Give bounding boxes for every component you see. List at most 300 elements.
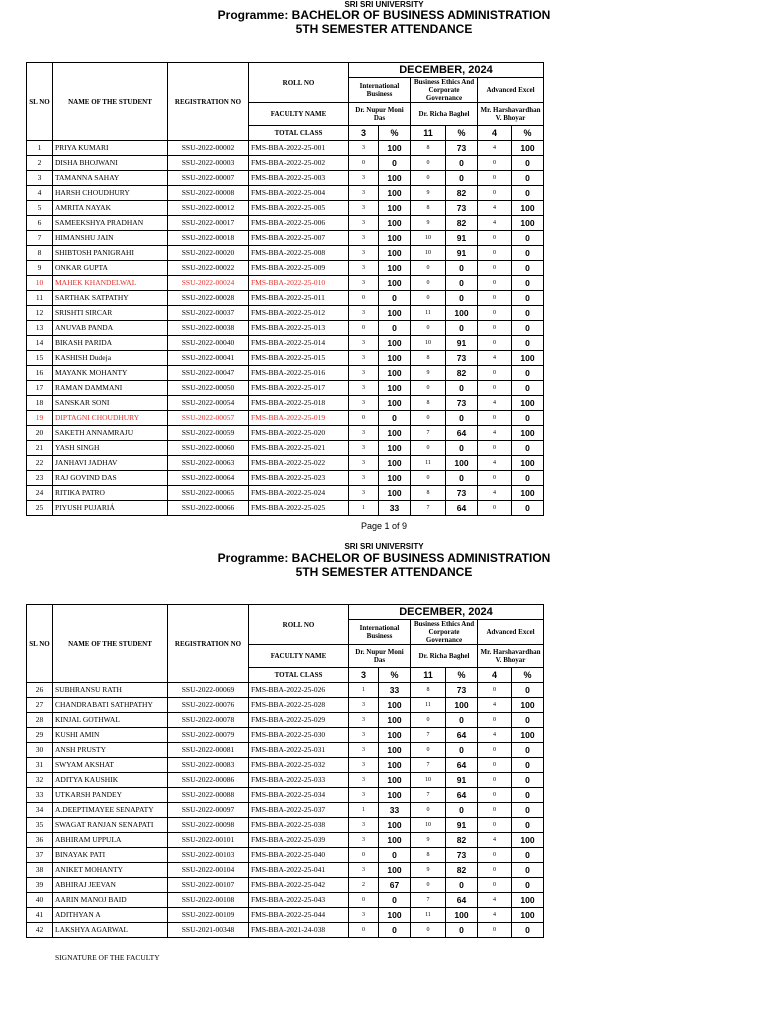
- attended-excel-cell: 0: [478, 366, 512, 381]
- roll-no-cell: FMS-BBA-2022-25-012: [249, 306, 349, 321]
- attended-ib-cell: 3: [349, 728, 379, 743]
- percent-ethics-cell: 73: [446, 396, 478, 411]
- percent-excel-cell: 0: [512, 381, 544, 396]
- percent-ib-cell: 67: [379, 878, 411, 893]
- header-registration: REGISTRATION NO: [168, 605, 249, 683]
- percent-ethics-cell: 0: [446, 171, 478, 186]
- sl-no-cell: 35: [27, 818, 53, 833]
- student-name-cell: A.DEEPTIMAYEE SENAPATY: [53, 803, 168, 818]
- attended-excel-cell: 0: [478, 381, 512, 396]
- roll-no-cell: FMS-BBA-2022-25-021: [249, 441, 349, 456]
- attended-excel-cell: 0: [478, 773, 512, 788]
- sl-no-cell: 18: [27, 396, 53, 411]
- header-sl-no: SL NO: [27, 63, 53, 141]
- roll-no-cell: FMS-BBA-2022-25-041: [249, 863, 349, 878]
- student-name-cell: DISHA BHOJWANI: [53, 156, 168, 171]
- sl-no-cell: 1: [27, 141, 53, 156]
- roll-no-cell: FMS-BBA-2022-25-004: [249, 186, 349, 201]
- attended-ethics-cell: 7: [411, 728, 446, 743]
- percent-ib-cell: 100: [379, 908, 411, 923]
- attended-excel-cell: 4: [478, 351, 512, 366]
- student-name-cell: SAKETH ANNAMRAJU: [53, 426, 168, 441]
- percent-ethics-cell: 0: [446, 743, 478, 758]
- attended-excel-cell: 0: [478, 246, 512, 261]
- percent-excel-cell: 0: [512, 803, 544, 818]
- registration-cell: SSU-2022-00038: [168, 321, 249, 336]
- attended-ib-cell: 3: [349, 863, 379, 878]
- registration-cell: SSU-2022-00050: [168, 381, 249, 396]
- percent-ib-cell: 100: [379, 381, 411, 396]
- sl-no-cell: 10: [27, 276, 53, 291]
- student-name-cell: HARSH CHOUDHURY: [53, 186, 168, 201]
- attended-excel-cell: 0: [478, 336, 512, 351]
- percent-excel-cell: 0: [512, 683, 544, 698]
- attended-ib-cell: 3: [349, 441, 379, 456]
- attended-ethics-cell: 11: [411, 456, 446, 471]
- percent-ethics-cell: 64: [446, 893, 478, 908]
- attended-ib-cell: 0: [349, 848, 379, 863]
- sl-no-cell: 28: [27, 713, 53, 728]
- attended-ethics-cell: 8: [411, 486, 446, 501]
- student-name-cell: BINAYAK PATI: [53, 848, 168, 863]
- percent-excel-cell: 100: [512, 396, 544, 411]
- percent-excel-cell: 0: [512, 321, 544, 336]
- faculty-name-3: Mr. Harshavardhan V. Bhoyar: [478, 645, 544, 668]
- percent-excel-cell: 0: [512, 366, 544, 381]
- attended-ib-cell: 3: [349, 231, 379, 246]
- percent-excel-cell: 0: [512, 773, 544, 788]
- sl-no-cell: 11: [27, 291, 53, 306]
- sl-no-cell: 20: [27, 426, 53, 441]
- roll-no-cell: FMS-BBA-2022-25-032: [249, 758, 349, 773]
- student-name-cell: SHIBTOSH PANIGRAHI: [53, 246, 168, 261]
- attended-ib-cell: 3: [349, 366, 379, 381]
- percent-excel-cell: 0: [512, 336, 544, 351]
- student-name-cell: BIKASH PARIDA: [53, 336, 168, 351]
- table-row: [27, 758, 544, 773]
- attended-excel-cell: 4: [478, 396, 512, 411]
- table-row: [27, 351, 544, 366]
- registration-cell: SSU-2022-00098: [168, 818, 249, 833]
- table-row: [27, 381, 544, 396]
- student-name-cell: PIYUSH PUJARIÁ: [53, 501, 168, 516]
- sl-no-cell: 24: [27, 486, 53, 501]
- table-row: [27, 336, 544, 351]
- table-row: [27, 833, 544, 848]
- roll-no-cell: FMS-BBA-2022-25-031: [249, 743, 349, 758]
- attended-excel-cell: 0: [478, 743, 512, 758]
- student-name-cell: SANSKAR SONI: [53, 396, 168, 411]
- percent-excel-cell: 0: [512, 246, 544, 261]
- attended-ib-cell: 3: [349, 336, 379, 351]
- percent-ethics-cell: 64: [446, 788, 478, 803]
- roll-no-cell: FMS-BBA-2022-25-043: [249, 893, 349, 908]
- percent-ethics-cell: 73: [446, 201, 478, 216]
- header-month: DECEMBER, 2024: [349, 605, 544, 620]
- attended-excel-cell: 0: [478, 411, 512, 426]
- registration-cell: SSU-2022-00040: [168, 336, 249, 351]
- percent-ib-cell: 100: [379, 833, 411, 848]
- percent-ethics-cell: 64: [446, 758, 478, 773]
- attended-ethics-cell: 10: [411, 818, 446, 833]
- table-row: [27, 486, 544, 501]
- percent-excel-cell: 0: [512, 713, 544, 728]
- attended-ib-cell: 3: [349, 486, 379, 501]
- percent-excel-cell: 0: [512, 743, 544, 758]
- sl-no-cell: 7: [27, 231, 53, 246]
- attended-ethics-cell: 0: [411, 878, 446, 893]
- attended-ethics-cell: 7: [411, 758, 446, 773]
- attended-ethics-cell: 0: [411, 291, 446, 306]
- registration-cell: SSU-2022-00003: [168, 156, 249, 171]
- student-name-cell: KASHISH Dudeja: [53, 351, 168, 366]
- registration-cell: SSU-2022-00017: [168, 216, 249, 231]
- student-name-cell: RITIKA PATRO: [53, 486, 168, 501]
- table-row: [27, 743, 544, 758]
- roll-no-cell: FMS-BBA-2022-25-003: [249, 171, 349, 186]
- pct-label-2: %: [446, 126, 478, 141]
- roll-no-cell: FMS-BBA-2022-25-018: [249, 396, 349, 411]
- attended-ib-cell: 3: [349, 186, 379, 201]
- percent-excel-cell: 0: [512, 758, 544, 773]
- attended-excel-cell: 0: [478, 788, 512, 803]
- student-name-cell: KUSHI AMIN: [53, 728, 168, 743]
- percent-ib-cell: 100: [379, 698, 411, 713]
- table-row: [27, 246, 544, 261]
- attended-ethics-cell: 0: [411, 171, 446, 186]
- semester-title: 5TH SEMESTER ATTENDANCE: [295, 22, 473, 36]
- attended-ib-cell: 3: [349, 141, 379, 156]
- attended-ib-cell: 3: [349, 788, 379, 803]
- student-name-cell: SWAGAT RANJAN SENAPATI: [53, 818, 168, 833]
- attended-ethics-cell: 7: [411, 426, 446, 441]
- attended-ethics-cell: 11: [411, 698, 446, 713]
- percent-ib-cell: 100: [379, 728, 411, 743]
- table-row: [27, 456, 544, 471]
- attended-ethics-cell: 0: [411, 923, 446, 938]
- registration-cell: SSU-2022-00018: [168, 231, 249, 246]
- student-name-cell: SARTHAK SATPATHY: [53, 291, 168, 306]
- student-name-cell: ANIKET MOHANTY: [53, 863, 168, 878]
- registration-cell: SSU-2021-00348: [168, 923, 249, 938]
- percent-ib-cell: 100: [379, 818, 411, 833]
- percent-excel-cell: 0: [512, 171, 544, 186]
- roll-no-cell: FMS-BBA-2022-25-006: [249, 216, 349, 231]
- percent-ethics-cell: 0: [446, 803, 478, 818]
- student-name-cell: ANSH PRUSTY: [53, 743, 168, 758]
- percent-excel-cell: 0: [512, 276, 544, 291]
- sl-no-cell: 41: [27, 908, 53, 923]
- roll-no-cell: FMS-BBA-2021-24-038: [249, 923, 349, 938]
- percent-excel-cell: 100: [512, 908, 544, 923]
- attended-ethics-cell: 9: [411, 366, 446, 381]
- table-row: [27, 231, 544, 246]
- student-name-cell: MAHEK KHANDELWAL: [53, 276, 168, 291]
- faculty-name-1: Dr. Nupur Moni Das: [349, 103, 411, 126]
- registration-cell: SSU-2022-00107: [168, 878, 249, 893]
- percent-excel-cell: 100: [512, 486, 544, 501]
- header-roll-no: ROLL NO: [249, 605, 349, 645]
- table-row: [27, 291, 544, 306]
- roll-no-cell: FMS-BBA-2022-25-019: [249, 411, 349, 426]
- attended-excel-cell: 0: [478, 231, 512, 246]
- percent-ethics-cell: 0: [446, 291, 478, 306]
- table-row: [27, 788, 544, 803]
- percent-ethics-cell: 64: [446, 501, 478, 516]
- sl-no-cell: 29: [27, 728, 53, 743]
- attended-ib-cell: 3: [349, 396, 379, 411]
- attended-excel-cell: 0: [478, 156, 512, 171]
- subject-name-1: International Business: [349, 78, 411, 103]
- sl-no-cell: 6: [27, 216, 53, 231]
- percent-ethics-cell: 91: [446, 336, 478, 351]
- table-row: [27, 426, 544, 441]
- subject-name-3: Advanced Excel: [478, 620, 544, 645]
- sl-no-cell: 5: [27, 201, 53, 216]
- sl-no-cell: 13: [27, 321, 53, 336]
- sl-no-cell: 9: [27, 261, 53, 276]
- attended-excel-cell: 0: [478, 683, 512, 698]
- attended-ethics-cell: 11: [411, 306, 446, 321]
- percent-ib-cell: 100: [379, 758, 411, 773]
- percent-ib-cell: 100: [379, 441, 411, 456]
- student-name-cell: SUBHRANSU RATH: [53, 683, 168, 698]
- percent-ib-cell: 0: [379, 321, 411, 336]
- attended-ethics-cell: 11: [411, 908, 446, 923]
- percent-excel-cell: 100: [512, 216, 544, 231]
- student-name-cell: RAJ GOVIND DAS: [53, 471, 168, 486]
- subject-name-1: International Business: [349, 620, 411, 645]
- percent-ib-cell: 100: [379, 216, 411, 231]
- attended-excel-cell: 4: [478, 216, 512, 231]
- student-name-cell: UTKARSH PANDEY: [53, 788, 168, 803]
- roll-no-cell: FMS-BBA-2022-25-002: [249, 156, 349, 171]
- table-row: [27, 818, 544, 833]
- registration-cell: SSU-2022-00108: [168, 893, 249, 908]
- roll-no-cell: FMS-BBA-2022-25-015: [249, 351, 349, 366]
- attended-ib-cell: 3: [349, 246, 379, 261]
- table-row: [27, 276, 544, 291]
- sl-no-cell: 32: [27, 773, 53, 788]
- attended-excel-cell: 4: [478, 893, 512, 908]
- sl-no-cell: 21: [27, 441, 53, 456]
- student-name-cell: MAYANK MOHANTY: [53, 366, 168, 381]
- header-student-name: NAME OF THE STUDENT: [53, 63, 168, 141]
- percent-ethics-cell: 0: [446, 321, 478, 336]
- attended-ethics-cell: 0: [411, 156, 446, 171]
- attended-ib-cell: 3: [349, 456, 379, 471]
- sl-no-cell: 37: [27, 848, 53, 863]
- percent-ib-cell: 100: [379, 141, 411, 156]
- attended-ib-cell: 3: [349, 276, 379, 291]
- attended-ib-cell: 3: [349, 201, 379, 216]
- attended-ethics-cell: 10: [411, 773, 446, 788]
- page-number: Page 1 of 9: [360, 521, 408, 531]
- roll-no-cell: FMS-BBA-2022-25-008: [249, 246, 349, 261]
- roll-no-cell: FMS-BBA-2022-25-042: [249, 878, 349, 893]
- attended-ethics-cell: 7: [411, 788, 446, 803]
- percent-excel-cell: 0: [512, 261, 544, 276]
- percent-excel-cell: 100: [512, 141, 544, 156]
- attended-ethics-cell: 0: [411, 441, 446, 456]
- table-row: [27, 698, 544, 713]
- student-name-cell: ONKAR GUPTA: [53, 261, 168, 276]
- registration-cell: SSU-2022-00101: [168, 833, 249, 848]
- roll-no-cell: FMS-BBA-2022-25-028: [249, 698, 349, 713]
- sl-no-cell: 19: [27, 411, 53, 426]
- percent-excel-cell: 0: [512, 411, 544, 426]
- roll-no-cell: FMS-BBA-2022-25-025: [249, 501, 349, 516]
- attended-excel-cell: 0: [478, 171, 512, 186]
- percent-ib-cell: 100: [379, 366, 411, 381]
- student-name-cell: SWYAM AKSHAT: [53, 758, 168, 773]
- student-name-cell: ABHIRAM UPPULA: [53, 833, 168, 848]
- percent-ethics-cell: 82: [446, 366, 478, 381]
- percent-ethics-cell: 82: [446, 186, 478, 201]
- table-row: [27, 306, 544, 321]
- attended-ib-cell: 3: [349, 758, 379, 773]
- sl-no-cell: 23: [27, 471, 53, 486]
- registration-cell: SSU-2022-00002: [168, 141, 249, 156]
- percent-excel-cell: 100: [512, 351, 544, 366]
- total-class-1: 3: [349, 668, 379, 683]
- student-name-cell: ABHIRAJ JEEVAN: [53, 878, 168, 893]
- registration-cell: SSU-2022-00076: [168, 698, 249, 713]
- sl-no-cell: 3: [27, 171, 53, 186]
- percent-ethics-cell: 64: [446, 426, 478, 441]
- percent-ib-cell: 0: [379, 923, 411, 938]
- percent-excel-cell: 0: [512, 863, 544, 878]
- sl-no-cell: 42: [27, 923, 53, 938]
- header-faculty-name: FACULTY NAME: [249, 103, 349, 126]
- percent-ib-cell: 100: [379, 186, 411, 201]
- table-row: [27, 728, 544, 743]
- table-row: [27, 201, 544, 216]
- percent-ethics-cell: 0: [446, 261, 478, 276]
- attended-excel-cell: 4: [478, 201, 512, 216]
- student-name-cell: ANUVAB PANDA: [53, 321, 168, 336]
- percent-excel-cell: 0: [512, 818, 544, 833]
- registration-cell: SSU-2022-00064: [168, 471, 249, 486]
- table-row: [27, 441, 544, 456]
- percent-ib-cell: 100: [379, 486, 411, 501]
- attended-ethics-cell: 0: [411, 276, 446, 291]
- percent-excel-cell: 0: [512, 291, 544, 306]
- registration-cell: SSU-2022-00047: [168, 366, 249, 381]
- registration-cell: SSU-2022-00024: [168, 276, 249, 291]
- subject-name-2: Business Ethics And Corporate Governance: [411, 620, 478, 645]
- attended-excel-cell: 4: [478, 141, 512, 156]
- attended-ib-cell: 3: [349, 908, 379, 923]
- attended-ethics-cell: 7: [411, 501, 446, 516]
- attended-ethics-cell: 10: [411, 336, 446, 351]
- percent-excel-cell: 0: [512, 788, 544, 803]
- percent-ib-cell: 100: [379, 743, 411, 758]
- table-row: [27, 713, 544, 728]
- attended-excel-cell: 0: [478, 321, 512, 336]
- percent-ethics-cell: 82: [446, 216, 478, 231]
- attended-ib-cell: 1: [349, 501, 379, 516]
- pct-label-3: %: [512, 668, 544, 683]
- roll-no-cell: FMS-BBA-2022-25-010: [249, 276, 349, 291]
- attendance-table-page-1: [26, 62, 544, 516]
- registration-cell: SSU-2022-00028: [168, 291, 249, 306]
- attended-ethics-cell: 8: [411, 351, 446, 366]
- attended-excel-cell: 0: [478, 848, 512, 863]
- attended-ib-cell: 3: [349, 426, 379, 441]
- table-row: [27, 156, 544, 171]
- semester-title-p2: 5TH SEMESTER ATTENDANCE: [295, 565, 473, 579]
- attended-ib-cell: 3: [349, 698, 379, 713]
- total-class-2: 11: [411, 668, 446, 683]
- attended-excel-cell: 4: [478, 908, 512, 923]
- sl-no-cell: 14: [27, 336, 53, 351]
- student-name-cell: DIPTAGNI CHOUDHURY: [53, 411, 168, 426]
- attended-excel-cell: 4: [478, 486, 512, 501]
- attendance-rows: [27, 683, 544, 938]
- attended-ib-cell: 3: [349, 306, 379, 321]
- registration-cell: SSU-2022-00041: [168, 351, 249, 366]
- roll-no-cell: FMS-BBA-2022-25-033: [249, 773, 349, 788]
- attended-ib-cell: 0: [349, 411, 379, 426]
- attended-excel-cell: 4: [478, 456, 512, 471]
- percent-ethics-cell: 91: [446, 231, 478, 246]
- percent-ib-cell: 0: [379, 156, 411, 171]
- percent-ib-cell: 100: [379, 171, 411, 186]
- percent-ethics-cell: 73: [446, 351, 478, 366]
- attended-ethics-cell: 7: [411, 893, 446, 908]
- subject-name-3: Advanced Excel: [478, 78, 544, 103]
- registration-cell: SSU-2022-00008: [168, 186, 249, 201]
- attended-ethics-cell: 0: [411, 411, 446, 426]
- percent-ethics-cell: 0: [446, 441, 478, 456]
- attended-ethics-cell: 9: [411, 863, 446, 878]
- percent-excel-cell: 0: [512, 306, 544, 321]
- table-row: [27, 683, 544, 698]
- percent-excel-cell: 0: [512, 848, 544, 863]
- sl-no-cell: 34: [27, 803, 53, 818]
- student-name-cell: AARIN MANOJ BAID: [53, 893, 168, 908]
- pct-label-1: %: [379, 668, 411, 683]
- roll-no-cell: FMS-BBA-2022-25-013: [249, 321, 349, 336]
- roll-no-cell: FMS-BBA-2022-25-044: [249, 908, 349, 923]
- programme-title-p2: Programme: BACHELOR OF BUSINESS ADMINISTRATION: [217, 551, 551, 565]
- attended-ethics-cell: 0: [411, 321, 446, 336]
- attended-excel-cell: 0: [478, 291, 512, 306]
- roll-no-cell: FMS-BBA-2022-25-014: [249, 336, 349, 351]
- programme-title: Programme: BACHELOR OF BUSINESS ADMINISTRATION: [217, 8, 551, 22]
- percent-excel-cell: 100: [512, 833, 544, 848]
- table-row: [27, 141, 544, 156]
- table-row: [27, 501, 544, 516]
- registration-cell: SSU-2022-00054: [168, 396, 249, 411]
- percent-excel-cell: 100: [512, 893, 544, 908]
- registration-cell: SSU-2022-00012: [168, 201, 249, 216]
- registration-cell: SSU-2022-00088: [168, 788, 249, 803]
- registration-cell: SSU-2022-00065: [168, 486, 249, 501]
- student-name-cell: SAMEEKSHYA PRADHAN: [53, 216, 168, 231]
- pct-label-1: %: [379, 126, 411, 141]
- sl-no-cell: 39: [27, 878, 53, 893]
- attended-excel-cell: 0: [478, 261, 512, 276]
- percent-ib-cell: 0: [379, 411, 411, 426]
- registration-cell: SSU-2022-00083: [168, 758, 249, 773]
- roll-no-cell: FMS-BBA-2022-25-016: [249, 366, 349, 381]
- percent-ib-cell: 100: [379, 471, 411, 486]
- percent-ethics-cell: 100: [446, 908, 478, 923]
- percent-ethics-cell: 0: [446, 878, 478, 893]
- roll-no-cell: FMS-BBA-2022-25-020: [249, 426, 349, 441]
